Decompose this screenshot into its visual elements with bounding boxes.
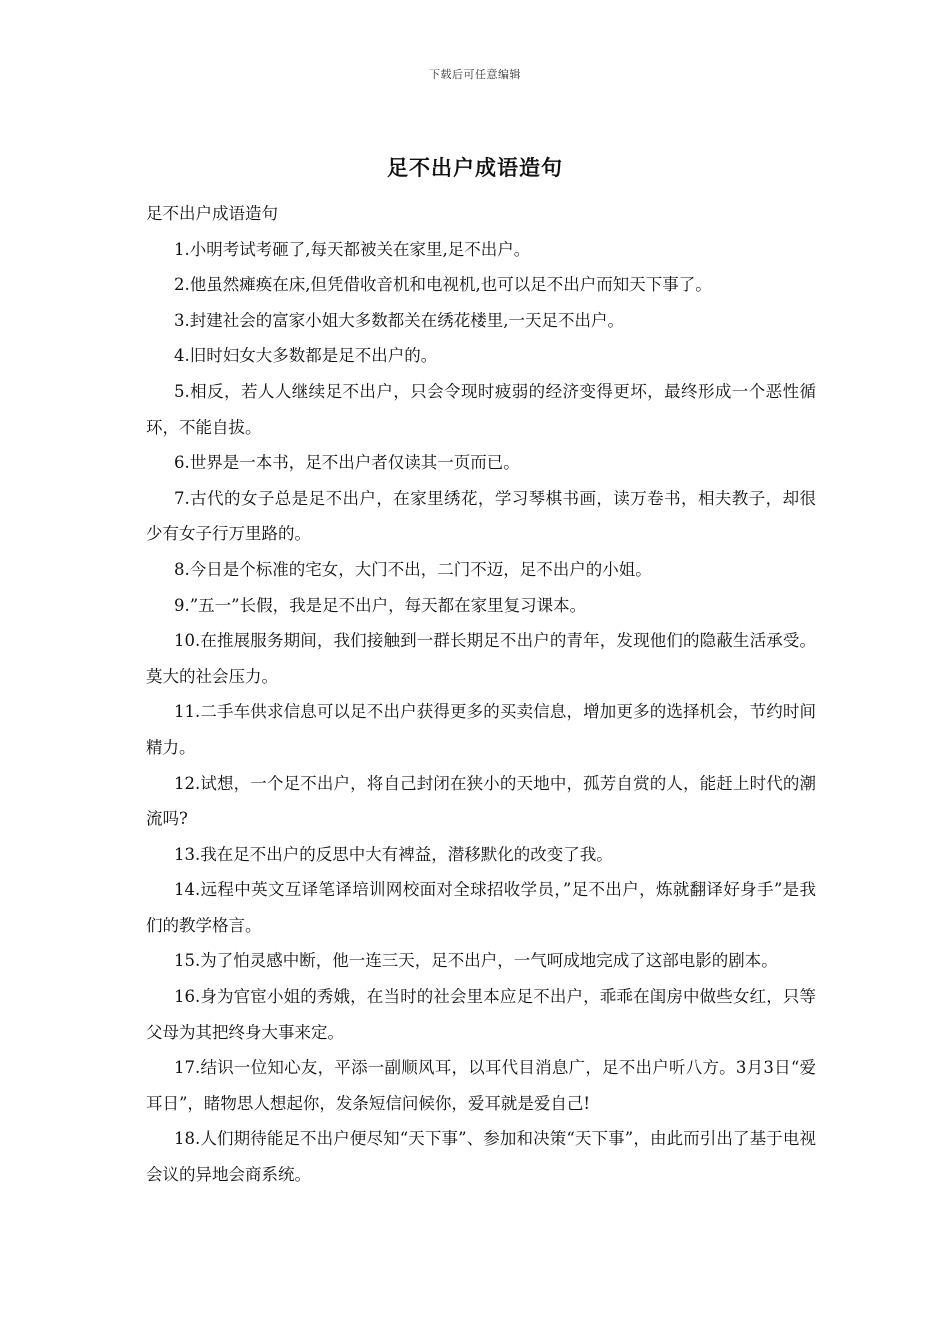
sentence-item: 18.人们期待能足不出户便尽知“天下事”、参加和决策“天下事”，由此而引出了基于电视会议的异地会商系统。: [146, 1129, 816, 1185]
sentence-list: [146, 232, 816, 1193]
document-body: [146, 196, 816, 1193]
sentence-item: 8.今日是个标准的宅女，大门不出，二门不迈，足不出户的小姐。: [174, 559, 652, 579]
sentence-item: 13.我在足不出户的反思中大有裨益，潜移默化的改变了我。: [174, 844, 613, 864]
sentence-item: 10.在推展服务期间，我们接触到一群长期足不出户的青年，发现他们的隐蔽生活承受。莫大的社会压力。: [146, 631, 816, 686]
sentence-item: 15.为了怕灵感中断，他一连三天，足不出户，一气呵成地完成了这部电影的剧本。: [174, 951, 778, 971]
header-note: 下载后可任意编辑: [429, 68, 521, 81]
sentence-item: 9.”五一”长假，我是足不出户，每天都在家里复习课本。: [174, 595, 587, 615]
sentence-item: 11.二手车供求信息可以足不出户获得更多的买卖信息，增加更多的选择机会，节约时间精力。: [146, 702, 816, 757]
page-title: 足不出户成语造句: [387, 156, 563, 180]
sentence-item: 4.旧时妇女大多数都是足不出户的。: [174, 346, 438, 366]
sentence-item: 5.相反，若人人继续足不出户，只会令现时疲弱的经济变得更坏，最终形成一个恶性循环，不能自拔。: [146, 381, 816, 437]
document-subtitle: 足不出户成语造句: [146, 204, 278, 223]
sentence-item: 14.远程中英文互译笔译培训网校面对全球招收学员，”足不出户，炼就翻译好身手”是我们的教学格言。: [146, 880, 816, 935]
sentence-item: 6.世界是一本书，足不出户者仅读其一页而已。: [174, 453, 520, 473]
sentence-item: 16.身为官宦小姐的秀娥，在当时的社会里本应足不出户，乖乖在闺房中做些女红，只等父母为其把终身大事来定。: [146, 987, 816, 1042]
sentence-item: 17.结识一位知心友，平添一副顺风耳，以耳代目消息广，足不出户听八方。3月3日“爱耳日”，睹物思人想起你，发条短信问候你，爱耳就是爱自己!: [146, 1058, 816, 1113]
sentence-item: 1.小明考试考砸了,每天都被关在家里,足不出户。: [174, 239, 531, 259]
sentence-item: 12.试想，一个足不出户，将自己封闭在狭小的天地中，孤芳自赏的人，能赶上时代的潮流吗?: [146, 773, 816, 829]
sentence-item: 2.他虽然瘫痪在床,但凭借收音机和电视机,也可以足不出户而知天下事了。: [174, 275, 712, 295]
sentence-item: 7.古代的女子总是足不出户，在家里绣花，学习琴棋书画，读万卷书，相夫教子，却很少有女子行万里路的。: [146, 488, 816, 544]
sentence-item: 3.封建社会的富家小姐大多数都关在绣花楼里,一天足不出户。: [174, 310, 624, 330]
